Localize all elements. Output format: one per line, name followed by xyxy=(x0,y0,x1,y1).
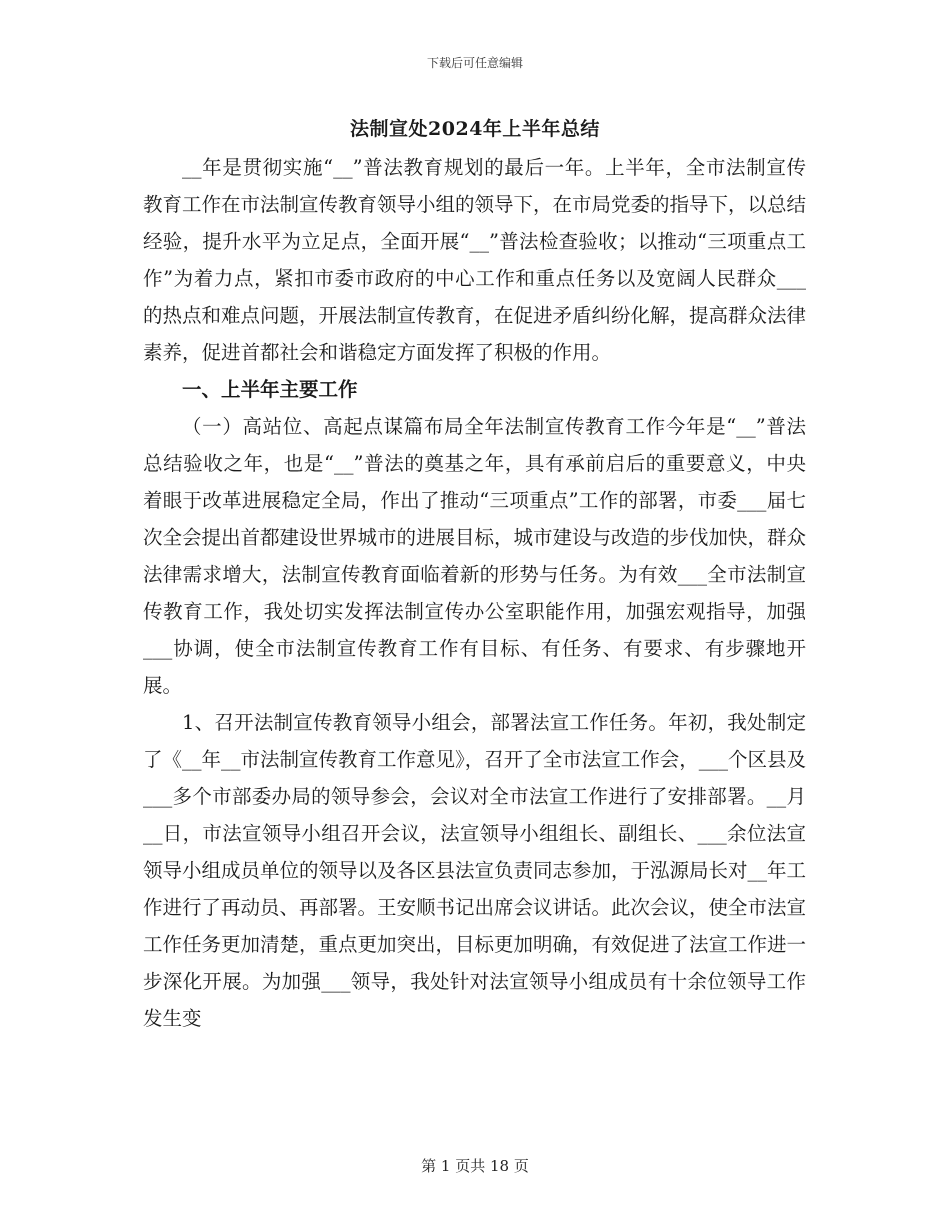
item-paragraph: 1、召开法制宣传教育领导小组会，部署法宣工作任务。年初，我处制定了《__年__市法制宣传教育工作意见》，召开了全市法宣工作会，___个区县及___多个市部委办局的领导参会，会议对全市法宣工作进行了安排部署。__月__日，市法宣领导小组召开会议，法宣领导小组组长、副组长、___余位法宣领导小组成员单位的领导以及各区县法宣负责同志参加，于泓源局长对__年工作进行了再动员、再部署。王安顺书记出席会议讲话。此次会议，使全市法宣工作任务更加清楚，重点更加突出，目标更加明确，有效促进了法宣工作进一步深化开展。为加强___领导，我处针对法宣领导小组成员有十余位领导工作发生变 xyxy=(143,711,807,1030)
header-note: 下载后可任意编辑 xyxy=(426,56,523,70)
document-body xyxy=(143,149,806,1037)
page-number: 第 1 页共 18 页 xyxy=(421,1157,529,1175)
section-heading: 一、上半年主要工作 xyxy=(182,378,358,401)
document-title: 法制宣处2024年上半年总结 xyxy=(350,118,600,140)
subsection-paragraph: （一）高站位、高起点谋篇布局全年法制宣传教育工作今年是“__”普法总结验收之年，也是“__”普法的奠基之年，具有承前启后的重要意义，中央着眼于改革进展稳定全局，作出了推动“三项重点”工作的部署，市委___届七次全会提出首都建设世界城市的进展目标，城市建设与改造的步伐加快，群众法律需求增大，法制宣传教育面临着新的形势与任务。为有效___全市法制宣传教育工作，我处切实发挥法制宣传办公室职能作用，加强宏观指导，加强___协调，使全市法制宣传教育工作有目标、有任务、有要求、有步骤地开展。 xyxy=(143,415,807,697)
intro-paragraph: __年是贯彻实施“__”普法教育规划的最后一年。上半年，全市法制宣传教育工作在市法制宣传教育领导小组的领导下，在市局党委的指导下，以总结经验，提升水平为立足点，全面开展“__”普法检查验收；以推动“三项重点工作”为着力点，紧扣市委市政府的中心工作和重点任务以及宽阔人民群众___的热点和难点问题，开展法制宣传教育，在促进矛盾纠纷化解，提高群众法律素养，促进首都社会和谐稳定方面发挥了积极的作用。 xyxy=(143,156,807,364)
